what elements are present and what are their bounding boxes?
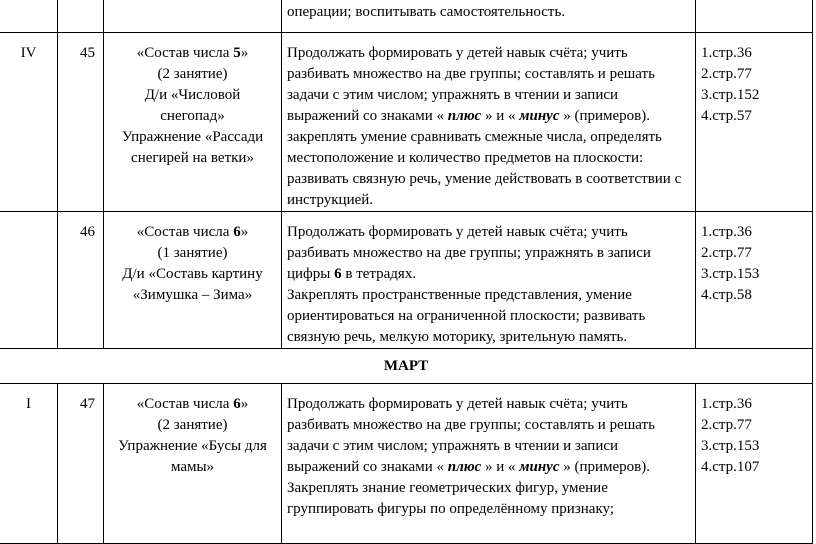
title-line: снегопад»: [160, 108, 225, 124]
refs-cell: [696, 212, 813, 349]
table-row: [0, 212, 813, 349]
ref-item: 4.стр.107: [701, 459, 760, 475]
content-cell: [282, 212, 696, 349]
content-cell: [282, 33, 696, 212]
lesson-number: 47: [80, 396, 95, 412]
title-line: (2 занятие): [157, 417, 228, 433]
table-row: [0, 384, 813, 544]
content-text: Продолжать формировать у детей навык счёта; учить разбивать множество на две группы; составлять и решать задачи с этим числом; упражнять в чтении и записи выражений со знаками « плюс » и « минус » (примеров). Закреплять знание геометрических фигур, умение группировать фигуры по определённому признаку;: [287, 396, 655, 517]
number-cell: [58, 0, 104, 33]
content-text: Продолжать формировать у детей навык счёта; учить разбивать множество на две группы; упражнять в записи цифры 6 в тетрадях. Закреплять пространственные представления, умение ориентироваться на ограниченной плоскости; развивать связную речь, мелкую моторику, зрительную память.: [287, 224, 651, 345]
table-row: [0, 33, 813, 212]
refs-cell: [696, 384, 813, 544]
title-cell: [104, 0, 282, 33]
ref-item: 1.стр.36: [701, 396, 752, 412]
ref-item: 2.стр.77: [701, 417, 752, 433]
content-text: Продолжать формировать у детей навык счёта; учить разбивать множество на две группы; составлять и решать задачи с этим числом; упражнять в чтении и записи выражений со знаками « плюс » и « минус » (примеров). закреплять умение сравнивать смежные числа, определять местоположение и количество предметов на плоскости: развивать связную речь, умение действовать в соответствии с инструкцией.: [287, 45, 682, 208]
title-line: снегирей на ветки»: [131, 150, 254, 166]
table-row: [0, 0, 813, 33]
quarter-cell: [0, 0, 58, 33]
content-cell: [282, 384, 696, 544]
title-line: (1 занятие): [157, 245, 228, 261]
title-line: Д/и «Числовой: [144, 87, 241, 103]
ref-item: 1.стр.36: [701, 224, 752, 240]
quarter-cell: [0, 384, 58, 544]
quarter-label: I: [26, 396, 31, 412]
lesson-title: «Состав числа 6»: [136, 396, 249, 412]
title-line: Д/и «Составь картину: [122, 266, 263, 282]
title-cell: [104, 33, 282, 212]
refs-cell: [696, 33, 813, 212]
lesson-number: 45: [80, 45, 95, 61]
ref-item: 2.стр.77: [701, 245, 752, 261]
quarter-cell: [0, 212, 58, 349]
refs-cell: [696, 0, 813, 33]
number-cell: [58, 33, 104, 212]
ref-item: 4.стр.57: [701, 108, 752, 124]
title-line: (2 занятие): [157, 66, 228, 82]
lesson-number: 46: [80, 224, 95, 240]
title-line: Упражнение «Бусы для: [118, 438, 267, 454]
title-line: мамы»: [170, 459, 215, 475]
number-cell: [58, 384, 104, 544]
quarter-label: IV: [20, 45, 37, 61]
lesson-title: «Состав числа 5»: [136, 45, 249, 61]
month-row: [0, 349, 813, 384]
title-cell: [104, 384, 282, 544]
title-line: «Зимушка – Зима»: [132, 287, 253, 303]
month-heading: МАРТ: [0, 349, 813, 384]
content-text: операции; воспитывать самостоятельность.: [287, 4, 566, 20]
ref-item: 2.стр.77: [701, 66, 752, 82]
title-cell: [104, 212, 282, 349]
ref-item: 1.стр.36: [701, 45, 752, 61]
ref-item: 3.стр.153: [701, 266, 760, 282]
ref-item: 3.стр.152: [701, 87, 760, 103]
quarter-cell: [0, 33, 58, 212]
ref-item: 3.стр.153: [701, 438, 760, 454]
content-cell: [282, 0, 696, 33]
number-cell: [58, 212, 104, 349]
lesson-title: «Состав числа 6»: [136, 224, 249, 240]
ref-item: 4.стр.58: [701, 287, 752, 303]
title-line: Упражнение «Рассади: [121, 129, 264, 145]
